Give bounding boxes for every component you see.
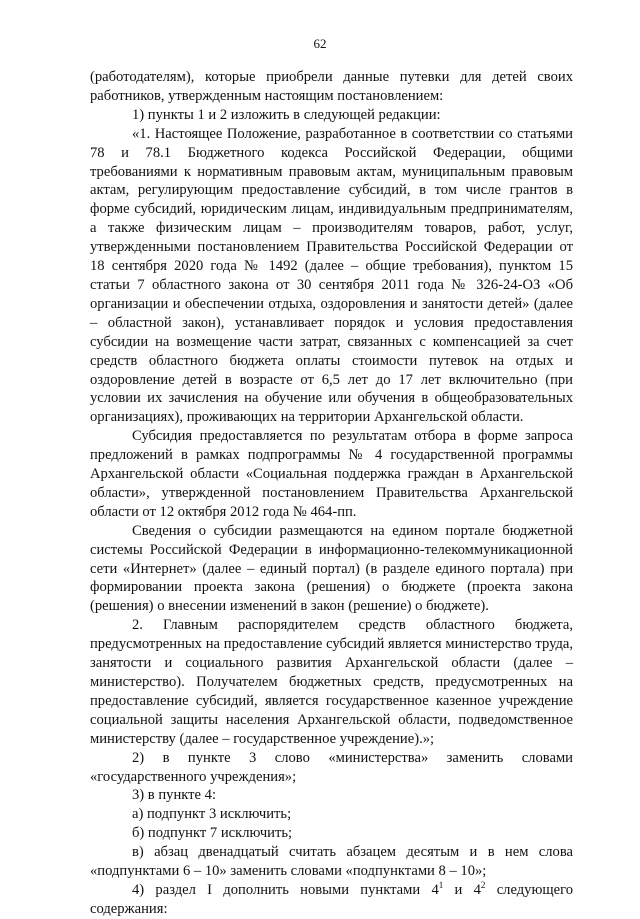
paragraph: б) подпункт 7 исключить; — [132, 825, 293, 842]
paragraph: 2. Главным распорядителем средств областного бюджета, предусмотренных на предоставление субсидий является министерство труда, занятости и социального развития Архангельской области (далее – министерство). Получателем бюджетных средств, предусмотренных на предоставление субсидий, является государственное казенное учреждение социальной защиты населения Архангельской области, подведомственное министерству (далее – государственное учреждение).»; — [90, 617, 573, 747]
paragraph: (работодателям), которые приобрели данные путевки для детей своих работников, утвержденным настоящим постановлением: — [90, 69, 573, 104]
superscript-1: 1 — [438, 880, 444, 891]
paragraph: Сведения о субсидии размещаются на едином портале бюджетной системы Российской Федерации в информационно-телекоммуникационной сети «Интернет» (далее – единый портал) (в разделе единого портала) при формировании проекта закона (решения) о бюджете (проекта закона (решения) о внесении изменений в закон (решение) о бюджете). — [90, 522, 573, 615]
paragraph: «1. Настоящее Положение, разработанное в соответствии со статьями 78 и 78.1 Бюджетного кодекса Российской Федерации, общими требованиями к нормативным правовым актам, муниципальным правовым актам, регулирующим предоставление субсидий, в том числе грантов в форме субсидий, юридическим лицам, индивидуальным предпринимателям, а также физическим лицам – производителям товаров, работ, услуг, утвержденными постановлением Правительства Российской Федерации от 18 сентября 2020 года № 1492 (далее – общие требования), пунктом 15 статьи 7 областного закона от 30 сентября 2011 года № 326-24-ОЗ «Об организации и обеспечении отдыха, оздоровления и занятости детей» (далее – областной закон), устанавливает порядок и условия предоставления субсидии на возмещение части затрат, связанных с компенсацией за счет средств областного бюджета оплаты стоимости путевок на отдых и оздоровление детей в возрасте от 6,5 лет до 17 лет включительно (при условии их зачисления на обучение или обучения в общеобразовательных организациях), проживающих на территории Архангельской области. — [90, 125, 573, 426]
paragraph-last — [90, 881, 573, 919]
paragraph: 3) в пункте 4: — [132, 787, 217, 804]
document-body — [90, 68, 573, 919]
paragraph: 2) в пункте 3 слово «министерства» заменить словами «государственного учреждения»; — [90, 749, 573, 785]
paragraph: а) подпункт 3 исключить; — [132, 806, 292, 823]
paragraph-last-start: 4) раздел I дополнить новыми пунктами 4 — [132, 881, 439, 898]
paragraph: Субсидия предоставляется по результатам отбора в форме запроса предложений в рамках подпрограммы № 4 государственной программы Архангельской области «Социальная поддержка граждан в Архангельской области», утвержденной постановлением Правительства Архангельской области от 12 октября 2012 года № 464-пп. — [90, 428, 573, 520]
paragraph: в) абзац двенадцатый считать абзацем десятым и в нем слова «подпунктами 6 – 10» заменить словами «подпунктами 8 – 10»; — [90, 844, 573, 880]
paragraph-last-middle: и 4 — [443, 881, 481, 898]
paragraph: 1) пункты 1 и 2 изложить в следующей редакции: — [132, 106, 441, 123]
page-number: 62 — [313, 36, 327, 51]
superscript-2: 2 — [480, 880, 486, 891]
paragraph-last-end: следующего содержания: — [90, 881, 574, 917]
